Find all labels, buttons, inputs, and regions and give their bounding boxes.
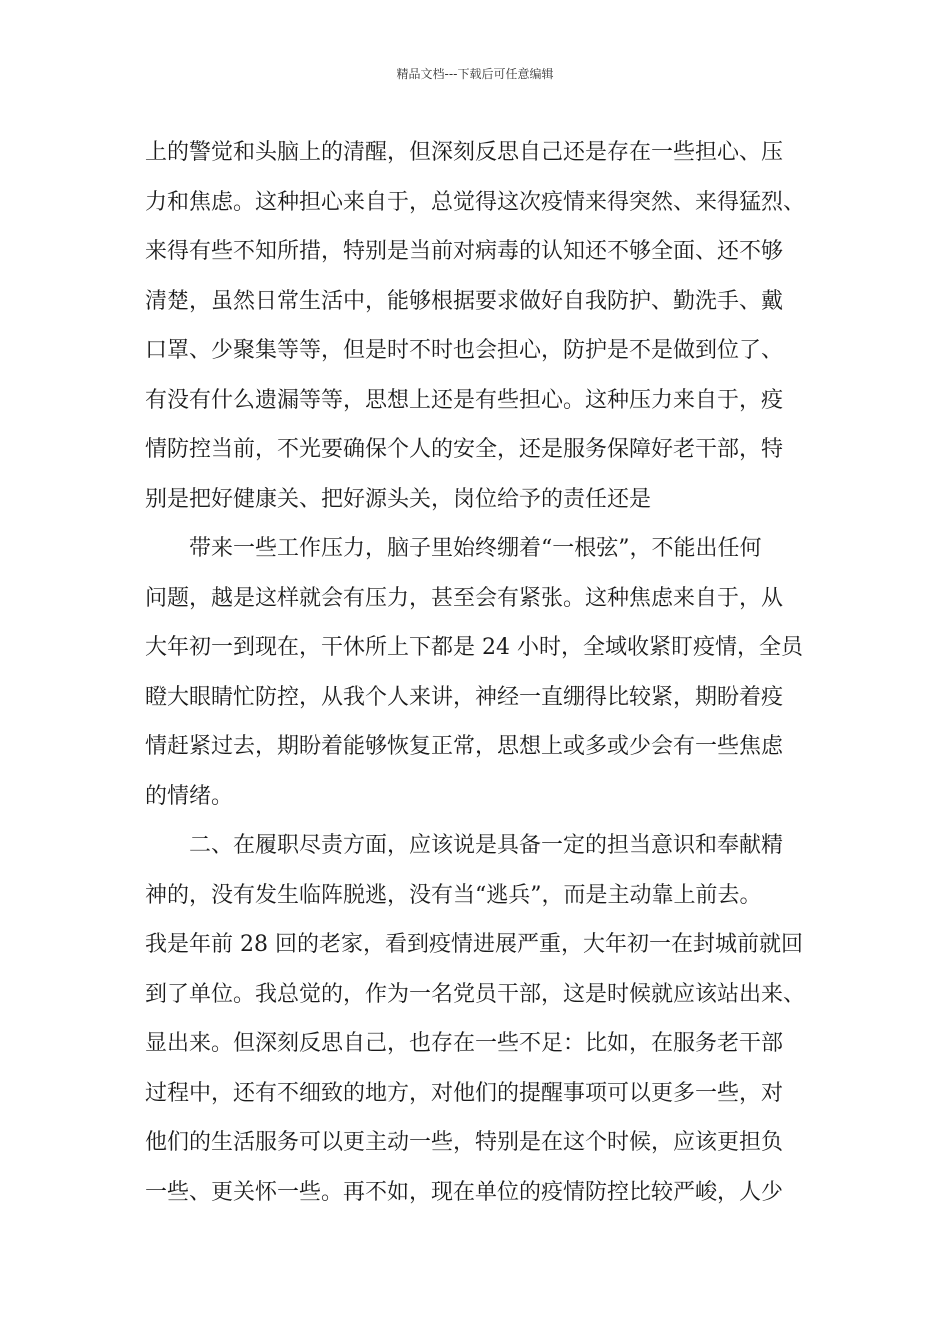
text-line: 情防控当前，不光要确保个人的安全，还是服务保障好老干部，特 [145, 437, 784, 462]
document-body [145, 128, 825, 1217]
text-line: 我是年前 28 回的老家，看到疫情进展严重，大年初一在封城前就回 [145, 932, 803, 957]
text-line: 清楚，虽然日常生活中，能够根据要求做好自我防护、勤洗手、戴 [145, 288, 784, 314]
text-line: 他们的生活服务可以更主动一些，特别是在这个时候，应该更担负 [145, 1130, 784, 1155]
text-line: 带来一些工作压力，脑子里始终绷着“一根弦”，不能出任何 [145, 536, 762, 561]
text-line: 显出来。但深刻反思自己，也存在一些不足：比如，在服务老干部 [145, 1031, 784, 1056]
text-line: 瞪大眼睛忙防控，从我个人来讲，神经一直绷得比较紧，期盼着疫 [145, 684, 784, 710]
text-line: 到了单位。我总觉的，作为一名党员干部，这是时候就应该站出来、 [145, 981, 806, 1007]
text-line: 的情绪。 [145, 783, 234, 809]
page-header: 精品文档---下载后可任意编辑 [396, 67, 554, 81]
text-line: 问题，越是这样就会有压力，甚至会有紧张。这种焦虑来自于，从 [145, 585, 784, 611]
text-line: 别是把好健康关、把好源头关，岗位给予的责任还是 [145, 486, 652, 512]
text-line: 二、在履职尽责方面，应该说是具备一定的担当意识和奉献精 [145, 833, 784, 858]
text-line: 口罩、少聚集等等，但是时不时也会担心，防护是不是做到位了、 [145, 338, 784, 363]
text-line: 过程中，还有不细致的地方，对他们的提醒事项可以更多一些，对 [145, 1080, 784, 1106]
text-line: 来得有些不知所措，特别是当前对病毒的认知还不够全面、还不够 [145, 239, 784, 264]
text-line: 一些、更关怀一些。再不如，现在单位的疫情防控比较严峻，人少 [145, 1179, 784, 1205]
text-line: 上的警觉和头脑上的清醒，但深刻反思自己还是存在一些担心、压 [145, 140, 784, 165]
text-line: 大年初一到现在，干休所上下都是 24 小时，全域收紧盯疫情，全员 [145, 635, 803, 660]
text-line: 力和焦虑。这种担心来自于，总觉得这次疫情来得突然、来得猛烈、 [145, 189, 806, 215]
text-line: 情赶紧过去，期盼着能够恢复正常，思想上或多或少会有一些焦虑 [145, 734, 784, 759]
text-line: 神的，没有发生临阵脱逃，没有当“逃兵”，而是主动靠上前去。 [145, 882, 762, 908]
text-line: 有没有什么遗漏等等，思想上还是有些担心。这种压力来自于，疫 [145, 387, 784, 413]
